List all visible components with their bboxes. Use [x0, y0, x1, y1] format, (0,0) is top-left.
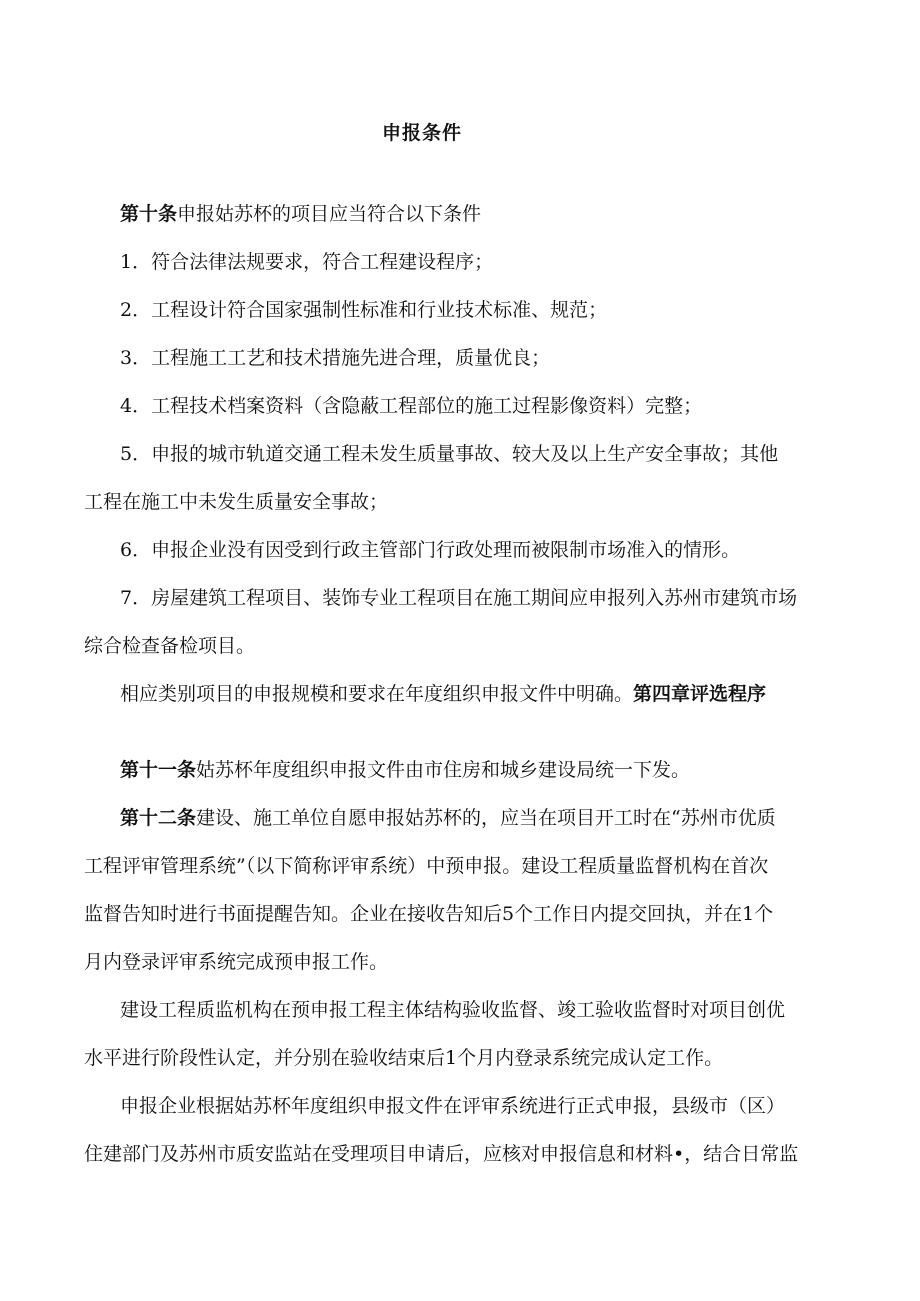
- condition-1: 1．符合法律法规要求，符合工程建设程序；: [120, 251, 494, 273]
- article-12-line-3: 监督告知时进行书面提醒告知。企业在接收告知后5个工作日内提交回执，并在1个: [84, 903, 774, 925]
- article-12-label: 第十二条: [120, 807, 197, 829]
- condition-3: 3．工程施工工艺和技术措施先进合理，质量优良；: [120, 347, 551, 369]
- scale-note-text: 相应类别项目的申报规模和要求在年度组织申报文件中明确。: [120, 683, 634, 705]
- article-10-label: 第十条: [120, 203, 178, 225]
- condition-6: 6．申报企业没有因受到行政主管部门行政处理而被限制市场准入的情形。: [120, 539, 741, 561]
- condition-4: 4．工程技术档案资料（含隐蔽工程部位的施工过程影像资料）完整；: [120, 395, 703, 417]
- scale-note: [120, 670, 766, 718]
- article-11-text: 姑苏杯年度组织申报文件由市住房和城乡建设局统一下发。: [196, 759, 691, 781]
- section-heading: 申报条件: [382, 122, 463, 144]
- formal-line-2: 住建部门及苏州市质安监站在受理项目申请后，应核对申报信息和材料•，结合日常监: [84, 1143, 799, 1165]
- condition-7: 7．房屋建筑工程项目、装饰专业工程项目在施工期间应申报列入苏州市建筑市场: [120, 587, 798, 609]
- article-12-line-2: 工程评审管理系统”（以下简称评审系统）中预申报。建设工程质量监督机构在首次: [84, 855, 769, 877]
- condition-7-cont: 综合检查备检项目。: [84, 635, 256, 657]
- supervision-line-1: 建设工程质监机构在预申报工程主体结构验收监督、竣工验收监督时对项目创优: [120, 999, 786, 1021]
- condition-5: 5．申报的城市轨道交通工程未发生质量事故、较大及以上生产安全事故；其他: [120, 443, 779, 465]
- formal-line-1: 申报企业根据姑苏杯年度组织申报文件在评审系统进行正式申报，县级市（区）: [120, 1095, 786, 1117]
- article-11: [120, 746, 690, 794]
- article-11-label: 第十一条: [120, 759, 197, 781]
- chapter-heading: 第四章评选程序: [633, 683, 767, 705]
- condition-2: 2．工程设计符合国家强制性标准和行业技术标准、规范；: [120, 299, 608, 321]
- condition-5-cont: 工程在施工中未发生质量安全事故；: [84, 491, 389, 513]
- article-10-text: 申报姑苏杯的项目应当符合以下条件: [177, 203, 482, 225]
- article-10: [120, 190, 481, 238]
- article-12-line-4: 月内登录评审系统完成预申报工作。: [84, 951, 389, 973]
- supervision-line-2: 水平进行阶段性认定，并分别在验收结束后1个月内登录系统完成认定工作。: [84, 1047, 724, 1069]
- article-12-line-1: 建设、施工单位自愿申报姑苏杯的，应当在项目开工时在“苏州市优质: [196, 807, 776, 829]
- article-12: [120, 794, 776, 842]
